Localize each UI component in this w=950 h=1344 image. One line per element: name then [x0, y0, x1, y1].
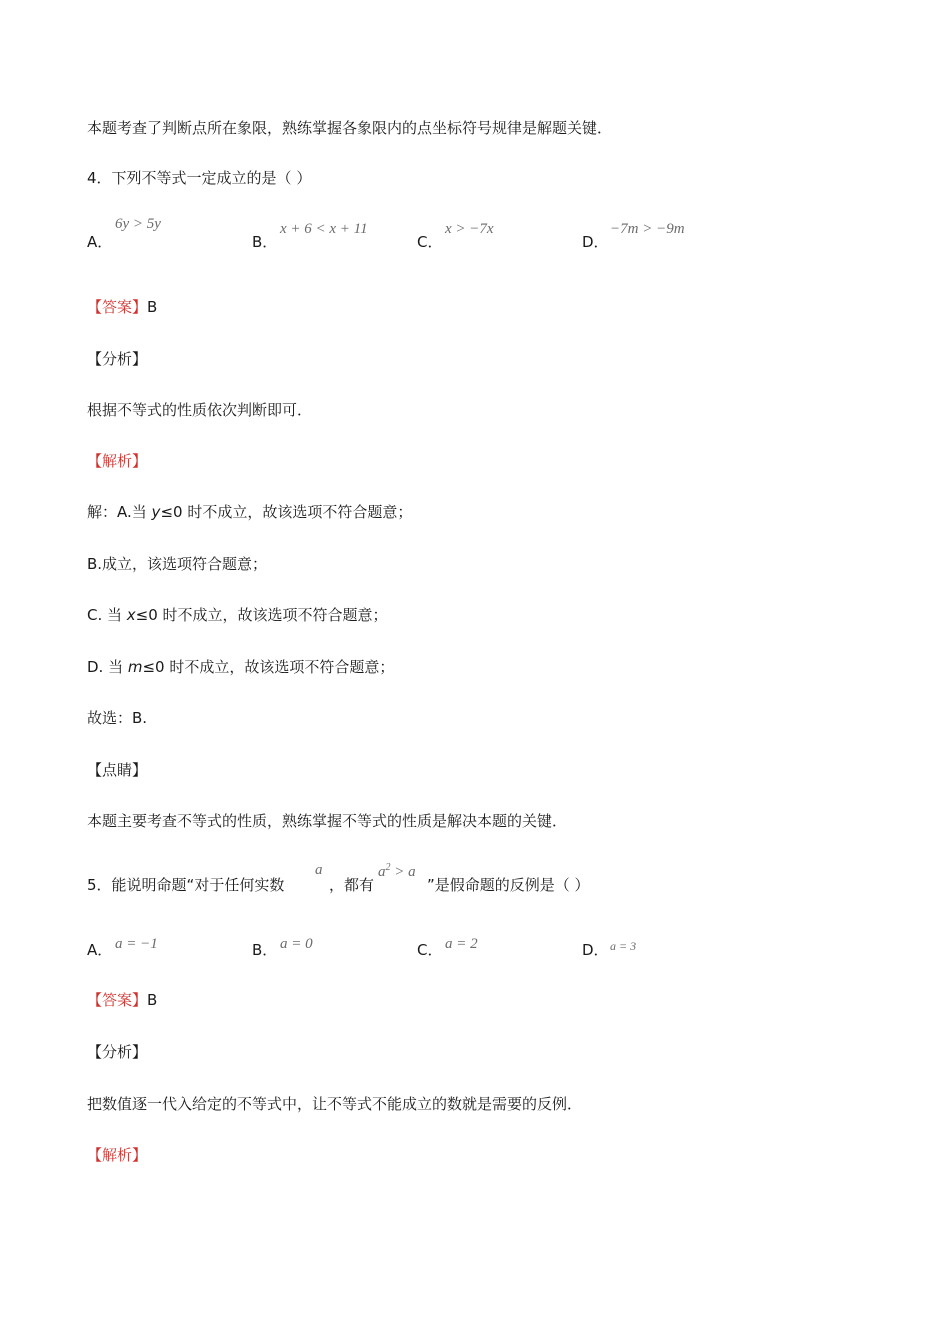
- q5-option-d-label: D．: [582, 941, 609, 959]
- q4-answer: [87, 297, 157, 317]
- q4-option-d-math: −7m > −9m: [610, 221, 685, 237]
- q4-comment-text: 本题主要考查不等式的性质，熟练掌握不等式的性质是解决本题的关键．: [87, 812, 568, 830]
- q5-option-c-math: a = 2: [445, 936, 478, 952]
- q5-option-b-math: a = 0: [280, 936, 313, 952]
- q4-analysis-text: 根据不等式的性质依次判断即可．: [87, 401, 313, 419]
- q5-stem-ineq-exp: 2: [385, 862, 391, 873]
- q4-option-a-label: A．: [87, 233, 113, 251]
- q4-choose: 故选：B.: [87, 709, 148, 727]
- q4-comment-tag: 【点睛】: [87, 761, 148, 779]
- q5-analysis-text: 把数值逐一代入给定的不等式中，让不等式不能成立的数就是需要的反例．: [87, 1095, 583, 1113]
- q4-option-b-math: x + 6 < x + 11: [280, 221, 368, 237]
- q5-answer: [87, 990, 157, 1010]
- q4-stem: 4．下列不等式一定成立的是（ ）: [87, 169, 312, 187]
- q4-solution-c-prefix: C. 当: [87, 606, 127, 624]
- prev-conclusion: 本题考查了判断点所在象限，熟练掌握各象限内的点坐标符号规律是解题关键．: [87, 119, 613, 137]
- q5-analysis-tag: 【分析】: [87, 1043, 148, 1061]
- q5-solution-tag: 【解析】: [87, 1146, 148, 1164]
- q5-stem-var: a: [315, 862, 323, 878]
- q5-stem-part2: ，都有: [329, 876, 375, 894]
- q4-solution-a-prefix: 解：A.当: [87, 503, 152, 521]
- q5-option-a-label: A．: [87, 941, 113, 959]
- q4-option-b-label: B．: [252, 233, 278, 251]
- q4-solution-c-suffix: ≤0 时不成立，故该选项不符合题意；: [135, 606, 388, 624]
- q5-stem-part1: 5．能说明命题“对于任何实数: [87, 876, 285, 894]
- q4-answer-tag: 【答案】: [87, 298, 148, 316]
- q5-stem-ineq: [378, 862, 416, 881]
- q4-answer-value: B: [147, 298, 158, 316]
- q4-solution-tag: 【解析】: [87, 452, 148, 470]
- q4-option-a-math: 6y > 5y: [115, 216, 161, 232]
- q4-option-d-label: D．: [582, 233, 609, 251]
- q4-solution-d-var: m: [127, 658, 143, 676]
- q4-solution-d-prefix: D. 当: [87, 658, 128, 676]
- q5-answer-tag: 【答案】: [87, 991, 148, 1009]
- q4-option-c-math: x > −7x: [445, 221, 494, 237]
- q5-stem-part3: ”是假命题的反例是（ ）: [427, 876, 590, 894]
- q5-option-d-math: a = 3: [610, 939, 637, 953]
- q4-solution-c-var: x: [126, 606, 136, 624]
- q5-option-c-label: C．: [417, 941, 443, 959]
- q4-solution-c: [87, 605, 388, 625]
- q4-solution-a-suffix: ≤0 时不成立，故该选项不符合题意；: [160, 503, 413, 521]
- q4-option-c-label: C．: [417, 233, 443, 251]
- q4-solution-d-suffix: ≤0 时不成立，故该选项不符合题意；: [142, 658, 395, 676]
- q4-solution-a-var: y: [151, 503, 161, 521]
- q4-solution-d: [87, 657, 394, 677]
- q5-stem-ineq-rest: > a: [390, 864, 416, 880]
- q4-solution-a: [87, 502, 412, 522]
- q5-answer-value: B: [147, 991, 158, 1009]
- q4-solution-b: B.成立，该选项符合题意；: [87, 555, 268, 573]
- q5-option-a-math: a = −1: [115, 936, 158, 952]
- q4-analysis-tag: 【分析】: [87, 350, 148, 368]
- q5-stem-ineq-base: a: [378, 864, 386, 880]
- q5-option-b-label: B．: [252, 941, 278, 959]
